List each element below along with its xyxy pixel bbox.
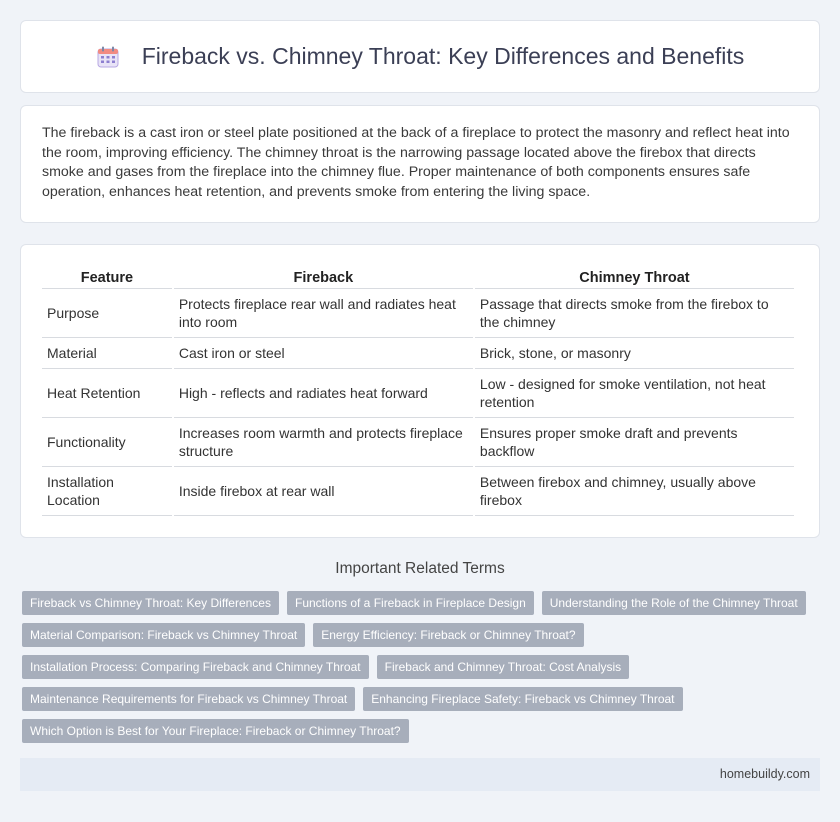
cell-chimney-throat: Brick, stone, or masonry bbox=[475, 338, 794, 369]
related-term-tag[interactable]: Enhancing Fireplace Safety: Fireback vs Chimney Throat bbox=[363, 687, 682, 711]
related-terms-list bbox=[22, 591, 822, 751]
related-term-tag[interactable]: Installation Process: Comparing Fireback and Chimney Throat bbox=[22, 655, 369, 679]
related-term-tag[interactable]: Maintenance Requirements for Fireback vs Chimney Throat bbox=[22, 687, 355, 711]
cell-fireback: Inside firebox at rear wall bbox=[174, 467, 473, 516]
related-terms-title: Important Related Terms bbox=[335, 560, 505, 577]
cell-chimney-throat: Low - designed for smoke ventilation, not heat retention bbox=[475, 369, 794, 418]
table-row bbox=[42, 338, 794, 369]
header-chimney-throat: Chimney Throat bbox=[475, 265, 794, 289]
related-term-tag[interactable]: Fireback and Chimney Throat: Cost Analysis bbox=[377, 655, 630, 679]
cell-feature: Material bbox=[42, 338, 172, 369]
footer bbox=[20, 758, 820, 791]
intro-text: The fireback is a cast iron or steel plate positioned at the back of a fireplace to protect the masonry and reflect heat into the room, improving efficiency. The chimney throat is the narrowing passage located above the firebox that directs smoke and gases from the fireplace into the chimney flue. Proper maintenance of both components ensures safe operation, enhances heat retention, and prevents smoke from entering the living space. bbox=[42, 125, 790, 200]
related-term-tag[interactable]: Material Comparison: Fireback vs Chimney Throat bbox=[22, 623, 305, 647]
cell-feature: Functionality bbox=[42, 418, 172, 467]
table-header-row bbox=[42, 265, 794, 289]
cell-fireback: Protects fireplace rear wall and radiates heat into room bbox=[174, 289, 473, 338]
comparison-table bbox=[40, 265, 796, 516]
related-term-tag[interactable]: Functions of a Fireback in Fireplace Design bbox=[287, 591, 534, 615]
cell-chimney-throat: Between firebox and chimney, usually above firebox bbox=[475, 467, 794, 516]
cell-fireback: Increases room warmth and protects fireplace structure bbox=[174, 418, 473, 467]
cell-fireback: Cast iron or steel bbox=[174, 338, 473, 369]
footer-site-link[interactable]: homebuildy.com bbox=[719, 767, 810, 781]
related-term-tag[interactable]: Understanding the Role of the Chimney Throat bbox=[542, 591, 806, 615]
related-term-tag[interactable]: Fireback vs Chimney Throat: Key Differences bbox=[22, 591, 279, 615]
cell-chimney-throat: Ensures proper smoke draft and prevents backflow bbox=[475, 418, 794, 467]
cell-feature: Purpose bbox=[42, 289, 172, 338]
intro-card bbox=[20, 105, 820, 223]
header-fireback: Fireback bbox=[174, 265, 473, 289]
page-title: Fireback vs. Chimney Throat: Key Differences and Benefits bbox=[141, 43, 745, 69]
comparison-card bbox=[20, 244, 820, 538]
cell-feature: Installation Location bbox=[42, 467, 172, 516]
related-term-tag[interactable]: Which Option is Best for Your Fireplace: Fireback or Chimney Throat? bbox=[22, 719, 409, 743]
calendar-icon bbox=[96, 45, 120, 69]
cell-feature: Heat Retention bbox=[42, 369, 172, 418]
related-term-tag[interactable]: Energy Efficiency: Fireback or Chimney Throat? bbox=[313, 623, 583, 647]
cell-chimney-throat: Passage that directs smoke from the firebox to the chimney bbox=[475, 289, 794, 338]
cell-fireback: High - reflects and radiates heat forward bbox=[174, 369, 473, 418]
table-row bbox=[42, 467, 794, 516]
table-row bbox=[42, 369, 794, 418]
header-feature: Feature bbox=[42, 265, 172, 289]
table-row bbox=[42, 289, 794, 338]
title-card bbox=[20, 20, 820, 93]
table-row bbox=[42, 418, 794, 467]
